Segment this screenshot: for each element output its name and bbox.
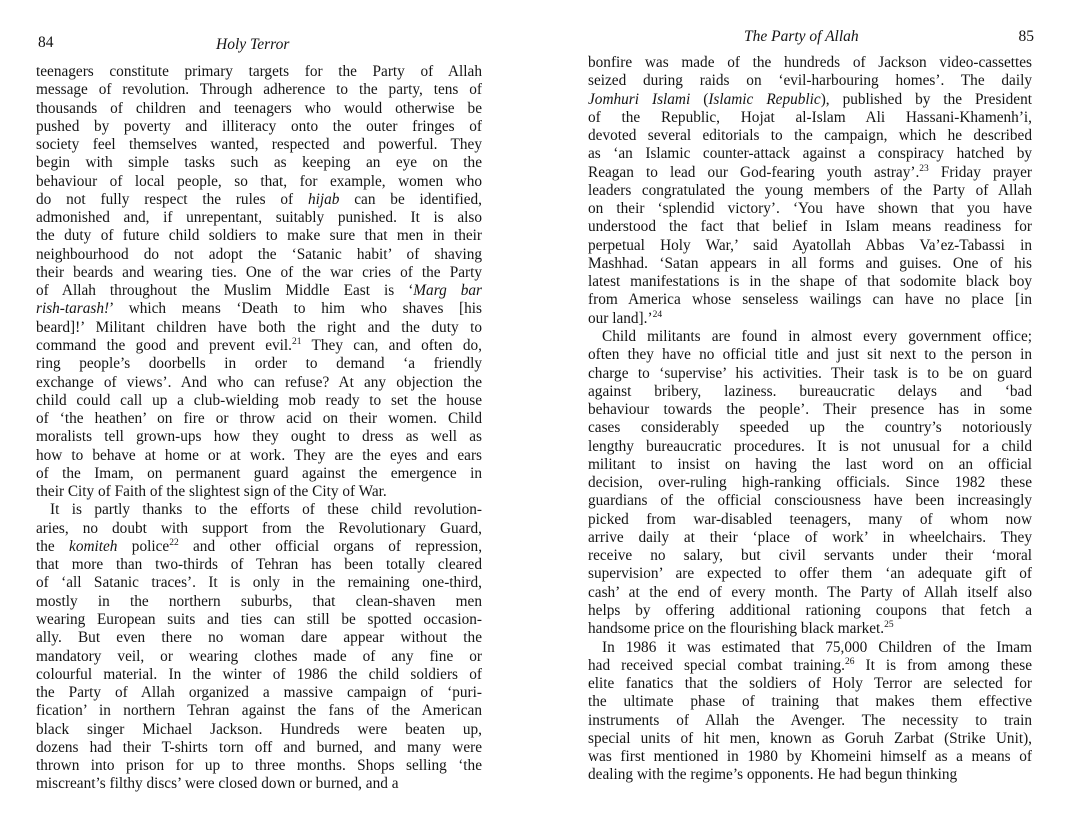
text-line: perpetual Holy War,’ said Ayatollah Abbas Va’ez-Tabassi in	[588, 236, 1032, 254]
text-line: mandatory veil, or wearing clothes made of any fine or	[36, 647, 482, 665]
text-line: often they have no official title and just sit next to the person in	[588, 346, 1032, 364]
text-line: of ‘all Satanic traces’. It is only in the remaining one-third,	[36, 574, 482, 592]
text-line: bonfire was made of the hundreds of Jackson video-cassettes	[588, 54, 1032, 71]
text-line: of the Republic, Hojat al-Islam Ali Hassani-Khamenh’i,	[588, 108, 1032, 126]
text-line: helps by offering additional rationing coupons that fetch a	[588, 601, 1032, 619]
text-line: Jomhuri Islami (Islamic Republic), published by the President	[588, 90, 1032, 108]
text-line: ring people’s doorbells in order to demand ‘a friendly	[36, 355, 482, 373]
text-line: from America whose senseless wailings can have no place [in	[588, 291, 1032, 309]
text-line: black singer Michael Jackson. Hundreds were beaten up,	[36, 720, 482, 738]
text-line: neighbourhood do not adopt the ‘Satanic habit’ of shaving	[36, 245, 482, 263]
text-line: understood the fact that belief in Islam means readiness for	[588, 218, 1032, 236]
text-line: thrown into prison for up to three months. Shops selling ‘the	[36, 757, 482, 775]
text-line: the ultimate phase of training that makes them effective	[588, 693, 1032, 711]
text-line: special units of hit men, known as Goruh Zarbat (Strike Unit),	[588, 729, 1032, 747]
text-line: handsome price on the flourishing black market.$^{25}$	[588, 620, 894, 638]
text-line: cash’ at the end of every month. The Party of Allah itself also	[588, 583, 1032, 601]
text-line: miscreant’s filthy discs’ were closed down or burned, and a	[36, 775, 399, 793]
text-line: do not fully respect the rules of hijab can be identified,	[36, 190, 482, 208]
text-line: as ‘an Islamic counter-attack against a conspiracy hatched by	[588, 145, 1032, 163]
text-line: rish-tarash!’ which means ‘Death to him who shaves [his	[36, 300, 482, 318]
left-page-header	[36, 28, 482, 54]
text-line: supervision’ are expected to offer them ‘an adequate gift of	[588, 565, 1032, 583]
text-line: society feel themselves wanted, respected and powerful. They	[36, 136, 482, 154]
text-line: of the Imam, on permanent guard against the emergence in	[36, 464, 482, 482]
text-line: militant to insist on having the last word on an official	[588, 455, 1032, 473]
text-line: behaviour of local people, so that, for example, women who	[36, 172, 482, 190]
text-line: cases considerably speeded up the country’s notoriously	[588, 419, 1032, 437]
right-running-title: The Party of Allah	[744, 28, 859, 45]
text-line: leaders congratulated the young members of the Party of Allah	[588, 181, 1032, 199]
left-page-number: 84	[38, 34, 54, 51]
text-line: instruments of Allah the Avenger. The necessity to train	[588, 711, 1032, 729]
text-line: devoted several editorials to the campaign, which he described	[588, 127, 1032, 145]
text-line: In 1986 it was estimated that 75,000 Children of the Imam	[602, 638, 1032, 656]
text-line: wearing European suits and ties can still be spotted occasion-	[36, 610, 482, 628]
text-line: fication’ in northern Tehran against the fans of the American	[36, 702, 482, 720]
text-line: dealing with the regime’s opponents. He had begun thinking	[588, 766, 958, 784]
left-page-body	[36, 63, 482, 794]
text-line: thousands of children and teenagers who would otherwise be	[36, 99, 482, 117]
text-line: Reagan to lead our God-fearing youth astray’.$^{23}$ Friday prayer	[588, 163, 1033, 181]
text-line: Child militants are found in almost every government office;	[602, 327, 1032, 345]
text-line: their beards and wearing ties. One of the war cries of the Party	[36, 263, 482, 281]
text-line: picked from war-disabled teenagers, many of whom now	[588, 510, 1032, 528]
text-line: lengthy bureaucratic procedures. It is not unusual for a child	[588, 437, 1032, 455]
text-line: admonished and, if unrepentant, suitably punished. It is also	[36, 209, 482, 227]
text-line: how to behave at home or at work. They are the eyes and ears	[36, 446, 482, 464]
text-line: receive no salary, but civil servants under their ‘moral	[588, 547, 1032, 565]
text-line: the Party of Allah organized a massive campaign of ‘puri-	[36, 684, 482, 702]
text-line: the duty of future child soldiers to make sure that men in their	[36, 227, 482, 245]
text-line: guardians of the official consciousness have been increasingly	[588, 492, 1032, 510]
right-page-body	[588, 54, 1032, 785]
text-line: elite fanatics that the soldiers of Holy Terror are selected for	[588, 675, 1032, 693]
text-line: our land].’$^{24}$	[588, 309, 663, 327]
text-line: of Allah throughout the Muslim Middle East is ‘Marg bar	[36, 282, 482, 300]
text-line: teenagers constitute primary targets for the Party of Allah	[36, 63, 482, 80]
left-running-title: Holy Terror	[216, 36, 290, 53]
text-line: It is partly thanks to the efforts of these child revolution-	[50, 501, 482, 519]
text-line: dozens had their T-shirts torn off and burned, and many were	[36, 738, 482, 756]
text-line: beard]!’ Militant children have both the right and the duty to	[36, 318, 482, 336]
text-line: behaviour towards the people’. Their presence has in some	[588, 401, 1032, 419]
text-line: against bribery, laziness. bureaucratic delays and ‘bad	[588, 382, 1032, 400]
text-line: seized during raids on ‘evil-harbouring homes’. The daily	[588, 72, 1032, 90]
text-line: that more than two-thirds of Tehran has been totally cleared	[36, 556, 482, 574]
text-line: arrive daily at their ‘place of work’ in wheelchairs. They	[588, 528, 1032, 546]
text-line: Mashhad. ‘Satan appears in all forms and guises. One of his	[588, 254, 1032, 272]
text-line: had received special combat training.$^{26}$ It is from among these	[588, 656, 1032, 674]
text-line: aries, no doubt with support from the Revolutionary Guard,	[36, 519, 482, 537]
text-line: moralists tell grown-ups how they ought to dress as well as	[36, 428, 482, 446]
text-line: pushed by poverty and illiteracy onto the outer fringes of	[36, 117, 482, 135]
right-page-number: 85	[1018, 28, 1034, 45]
right-page-header	[588, 28, 1032, 54]
text-line: their City of Faith of the slightest sign of the City of War.	[36, 483, 387, 501]
text-line: mostly in the northern suburbs, that clean-shaven men	[36, 592, 482, 610]
text-line: of ‘the heathen’ on fire or throw acid on their women. Child	[36, 410, 482, 428]
text-line: decision, over-ruling high-ranking officials. Since 1982 these	[588, 474, 1032, 492]
text-line: begin with simple tasks such as keeping an eye on the	[36, 154, 482, 172]
text-line: charge to ‘supervise’ his activities. Their task is to be on guard	[588, 364, 1032, 382]
text-line: message of revolution. Through adherence to the party, tens of	[36, 81, 482, 99]
text-line: child could call up a club-wielding mob ready to set the house	[36, 391, 482, 409]
text-line: ally. But even there no woman dare appear without the	[36, 629, 482, 647]
text-line: was first mentioned in 1980 by Khomeini himself as a means of	[588, 748, 1032, 766]
text-line: exchange of views’. And who can refuse? At any objection the	[36, 373, 482, 391]
text-line: latest manifestations is in the shape of that sodomite black boy	[588, 273, 1032, 291]
text-line: the komiteh police$^{22}$ and other official organs of repression,	[36, 537, 483, 555]
text-line: on their ‘splendid victory’. ‘You have shown that you have	[588, 200, 1032, 218]
text-line: colourful material. In the winter of 1986 the child soldiers of	[36, 665, 482, 683]
text-line: command the good and prevent evil.$^{21}$ They can, and often do,	[36, 336, 482, 354]
